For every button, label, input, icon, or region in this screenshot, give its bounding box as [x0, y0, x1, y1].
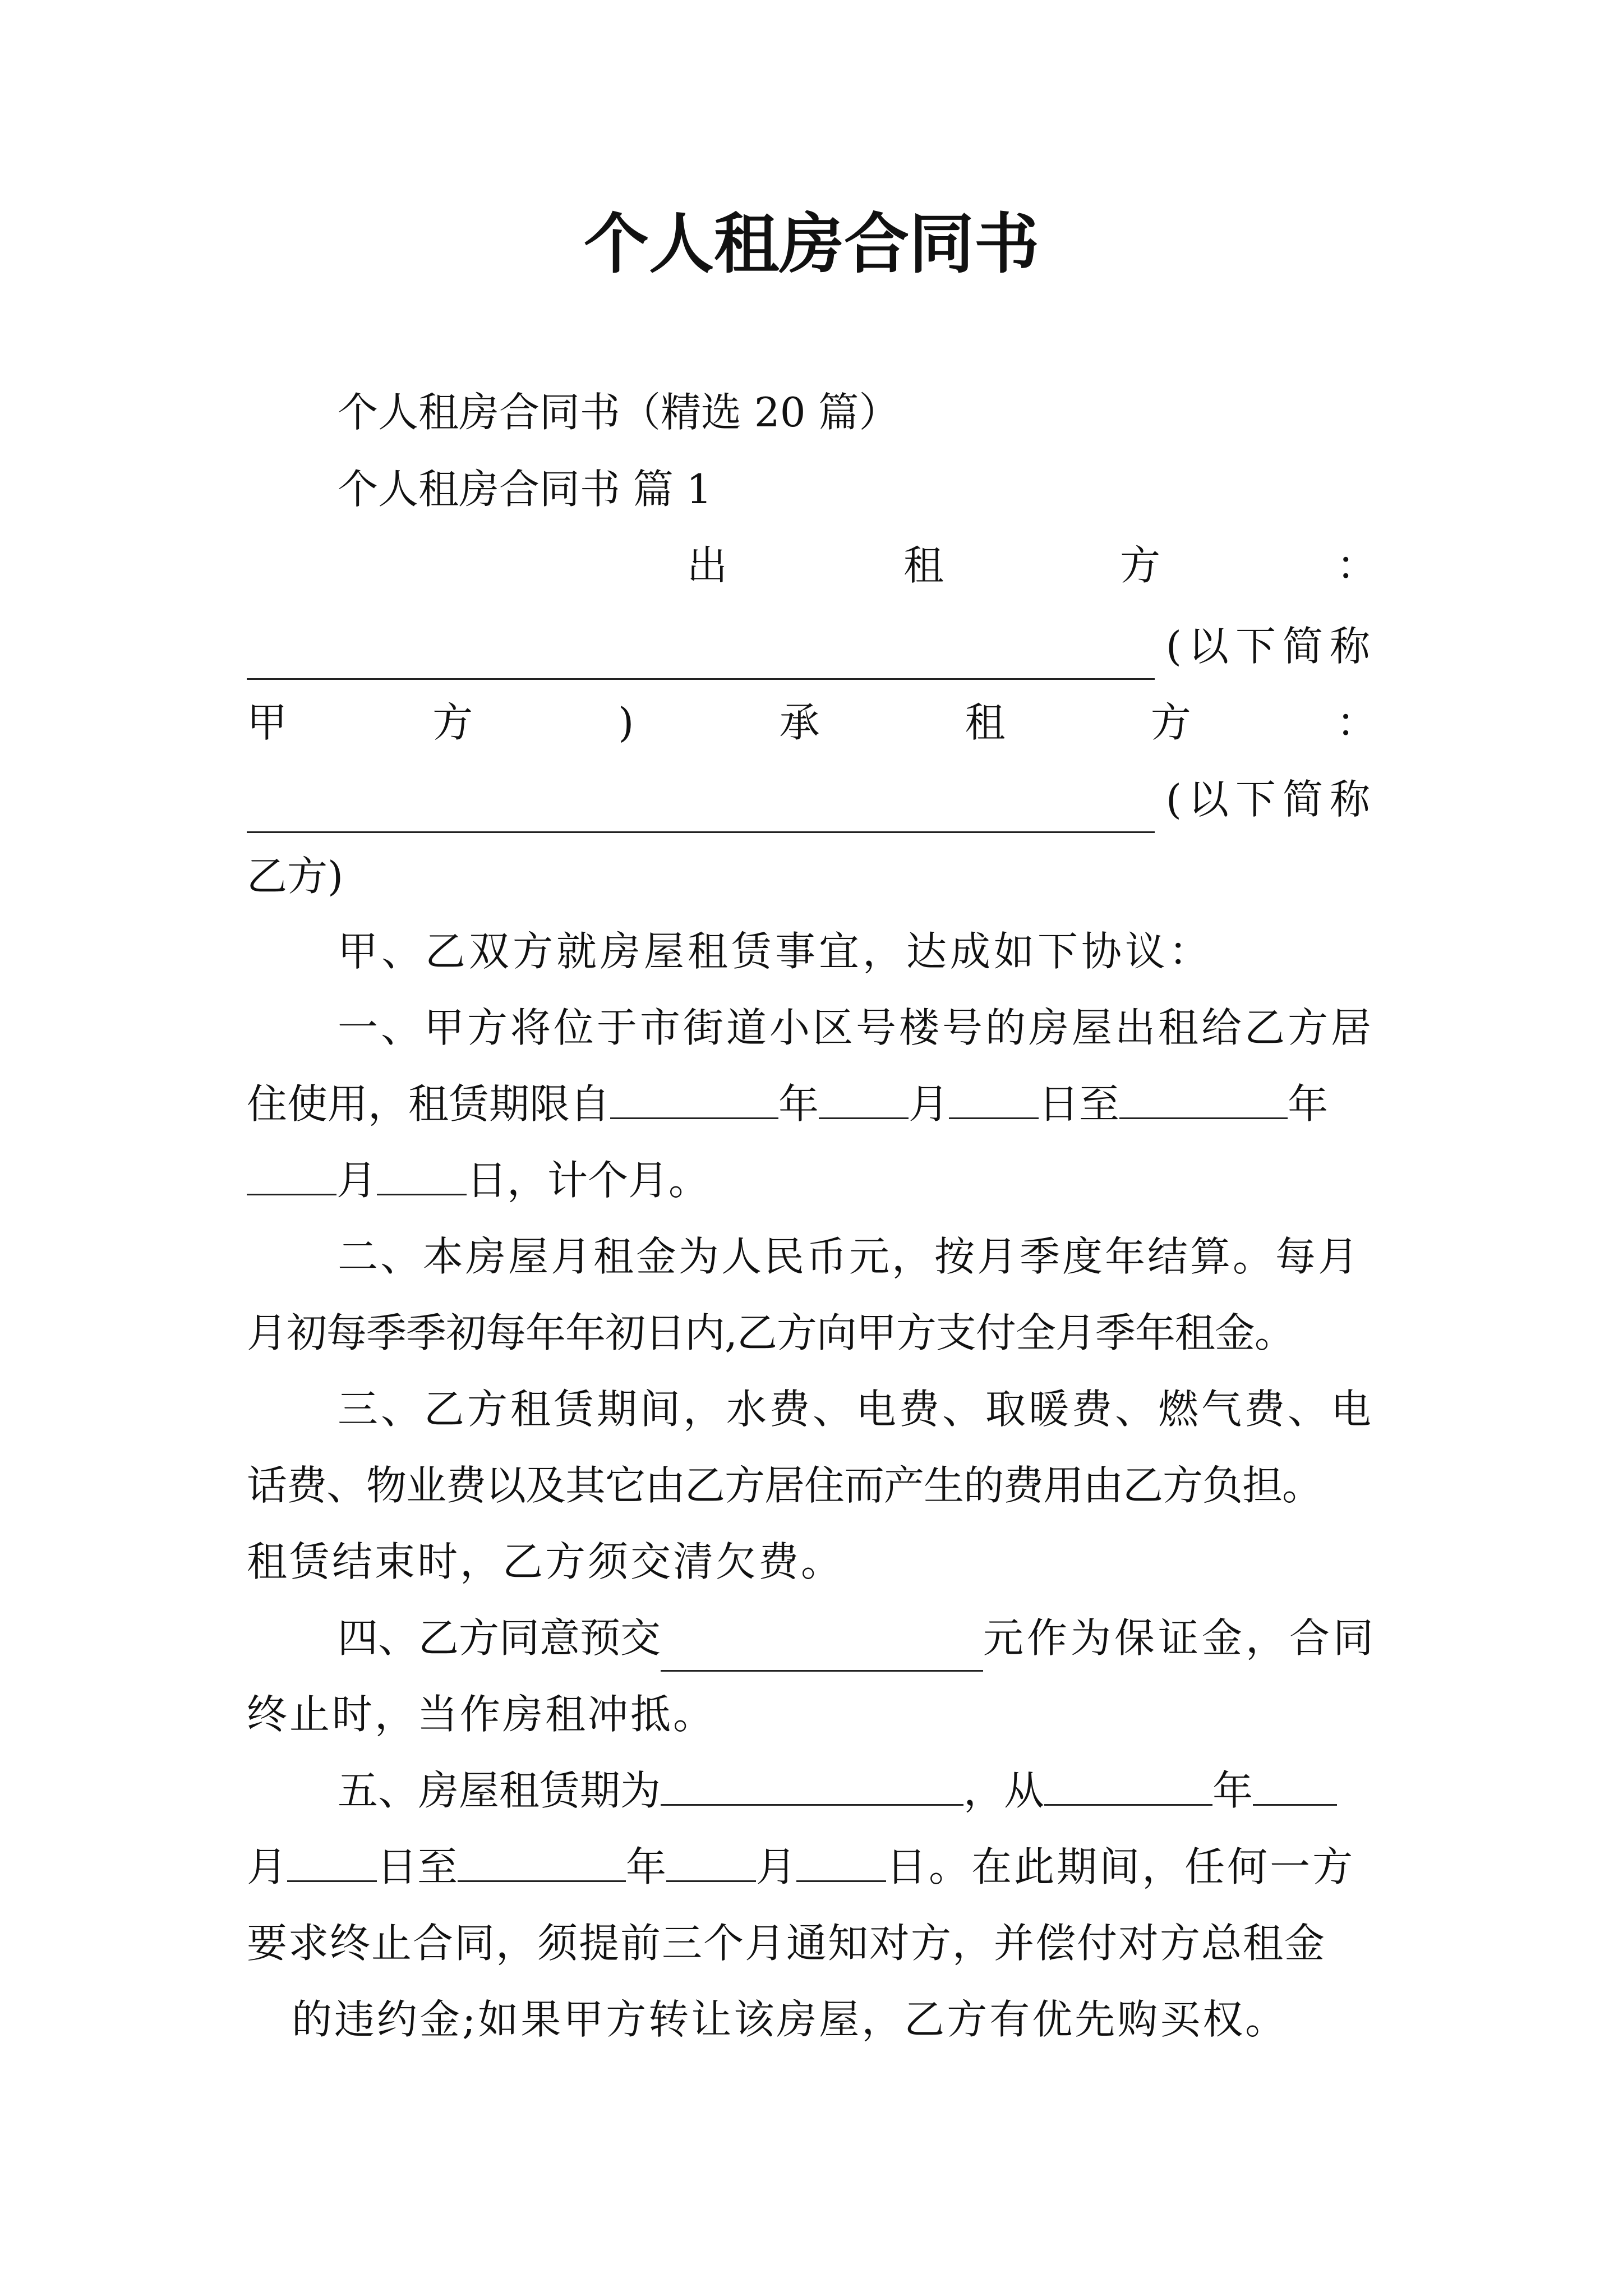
clause-text: 住使用，租赁期限自: [247, 1080, 611, 1128]
clause-5-line-3: 要求终止合同，须提前三个月通知对方，并偿付对方总租金: [247, 1920, 1326, 1967]
clause-text: 年: [1288, 1080, 1329, 1128]
lessee-char: 租: [965, 699, 1006, 746]
clause-text: 年: [626, 1843, 667, 1890]
lessee-char: 方: [1150, 699, 1191, 746]
clause-3-line-3: 租赁结束时，乙方须交清欠费。: [247, 1538, 844, 1585]
clause-3-line-1: 三、乙方租赁期间，水费、电费、取暖费、燃气费、电: [338, 1386, 1375, 1433]
clause-4-line-2: 终止时，当作房租冲抵。: [247, 1691, 716, 1738]
section-heading: 个人租房合同书 篇 1: [338, 466, 712, 513]
abbrev-note: (以下简称: [1165, 776, 1377, 823]
clause-5-line-2: [247, 1833, 1377, 1901]
clause-text: 元作为保证金，合同: [983, 1614, 1377, 1662]
clause-text: 五、房屋租赁期为: [338, 1767, 661, 1814]
clause-text: ，从: [963, 1767, 1045, 1814]
clause-1-line-2: [247, 1070, 1377, 1138]
abbrev-note: (以下简称: [1165, 623, 1377, 670]
agreement-intro: 甲、乙双方就房屋租赁事宜，达成如下协议：: [338, 928, 1213, 975]
lessor-line: [687, 532, 1377, 599]
lessee-char: ): [618, 699, 634, 746]
clause-text: 日至: [377, 1843, 458, 1890]
clause-5-line-4: 的违约金;如果甲方转让该房屋，乙方有优先购买权。: [292, 1996, 1288, 2043]
lessee-char: 甲: [247, 699, 288, 746]
lessor-char: 租: [903, 542, 944, 589]
lessee-char: 方: [432, 699, 473, 746]
clause-text: 日至: [1039, 1080, 1120, 1128]
year-blank: [458, 1833, 626, 1882]
clause-text: 月: [336, 1157, 377, 1204]
lessee-char: 承: [779, 699, 820, 746]
deposit-blank: [661, 1604, 983, 1672]
lessor-name-line: [247, 613, 1377, 680]
lessee-name-line: [247, 766, 1377, 833]
lessee-name-blank: [247, 766, 1155, 833]
clause-text: 月: [756, 1843, 797, 1890]
term-blank: [661, 1757, 963, 1806]
day-blank: [377, 1147, 467, 1195]
lessee-end: 乙方): [247, 853, 344, 900]
lessor-char: 方: [1119, 542, 1160, 589]
document-title: 个人租房合同书: [584, 206, 1039, 282]
clause-1-line-3: [247, 1147, 1377, 1214]
lessor-name-blank: [247, 613, 1155, 680]
clause-2-line-2: 月初每季季初每年年初日内,乙方向甲方支付全月季年租金。: [247, 1309, 1294, 1356]
lessee-line: [247, 689, 1377, 756]
month-blank: [819, 1070, 909, 1119]
clause-5-line-1: [338, 1757, 1377, 1824]
day-blank: [949, 1070, 1039, 1119]
clause-text: 年: [778, 1080, 819, 1128]
clause-text: 月: [909, 1080, 949, 1128]
day-blank: [796, 1833, 886, 1882]
clause-text: 月: [247, 1843, 288, 1890]
day-blank: [287, 1833, 377, 1882]
clause-1-line-1: 一、甲方将位于市街道小区号楼号的房屋出租给乙方居: [338, 1004, 1375, 1051]
subtitle: 个人租房合同书（精选 20 篇）: [338, 389, 900, 436]
clause-2-line-1: 二、本房屋月租金为人民币元，按月季度年结算。每月: [338, 1233, 1361, 1280]
month-blank: [247, 1147, 336, 1195]
clause-3-line-2: 话费、物业费以及其它由乙方居住而产生的费用由乙方负担。: [247, 1462, 1322, 1509]
year-blank: [610, 1070, 778, 1119]
clause-text: 日，计个月。: [467, 1157, 709, 1204]
month-blank: [666, 1833, 756, 1882]
lessor-char: 出: [687, 542, 728, 589]
lessor-char: ：: [1336, 542, 1377, 589]
lessee-char: ：: [1336, 699, 1377, 746]
clause-text: 年: [1212, 1767, 1253, 1814]
year-blank: [1119, 1070, 1288, 1119]
year-blank: [1044, 1757, 1212, 1806]
month-blank: [1253, 1757, 1337, 1806]
clause-text: 四、乙方同意预交: [338, 1614, 661, 1662]
clause-4-line-1: [338, 1604, 1377, 1672]
clause-text: 日。在此期间，任何一方: [886, 1843, 1355, 1890]
